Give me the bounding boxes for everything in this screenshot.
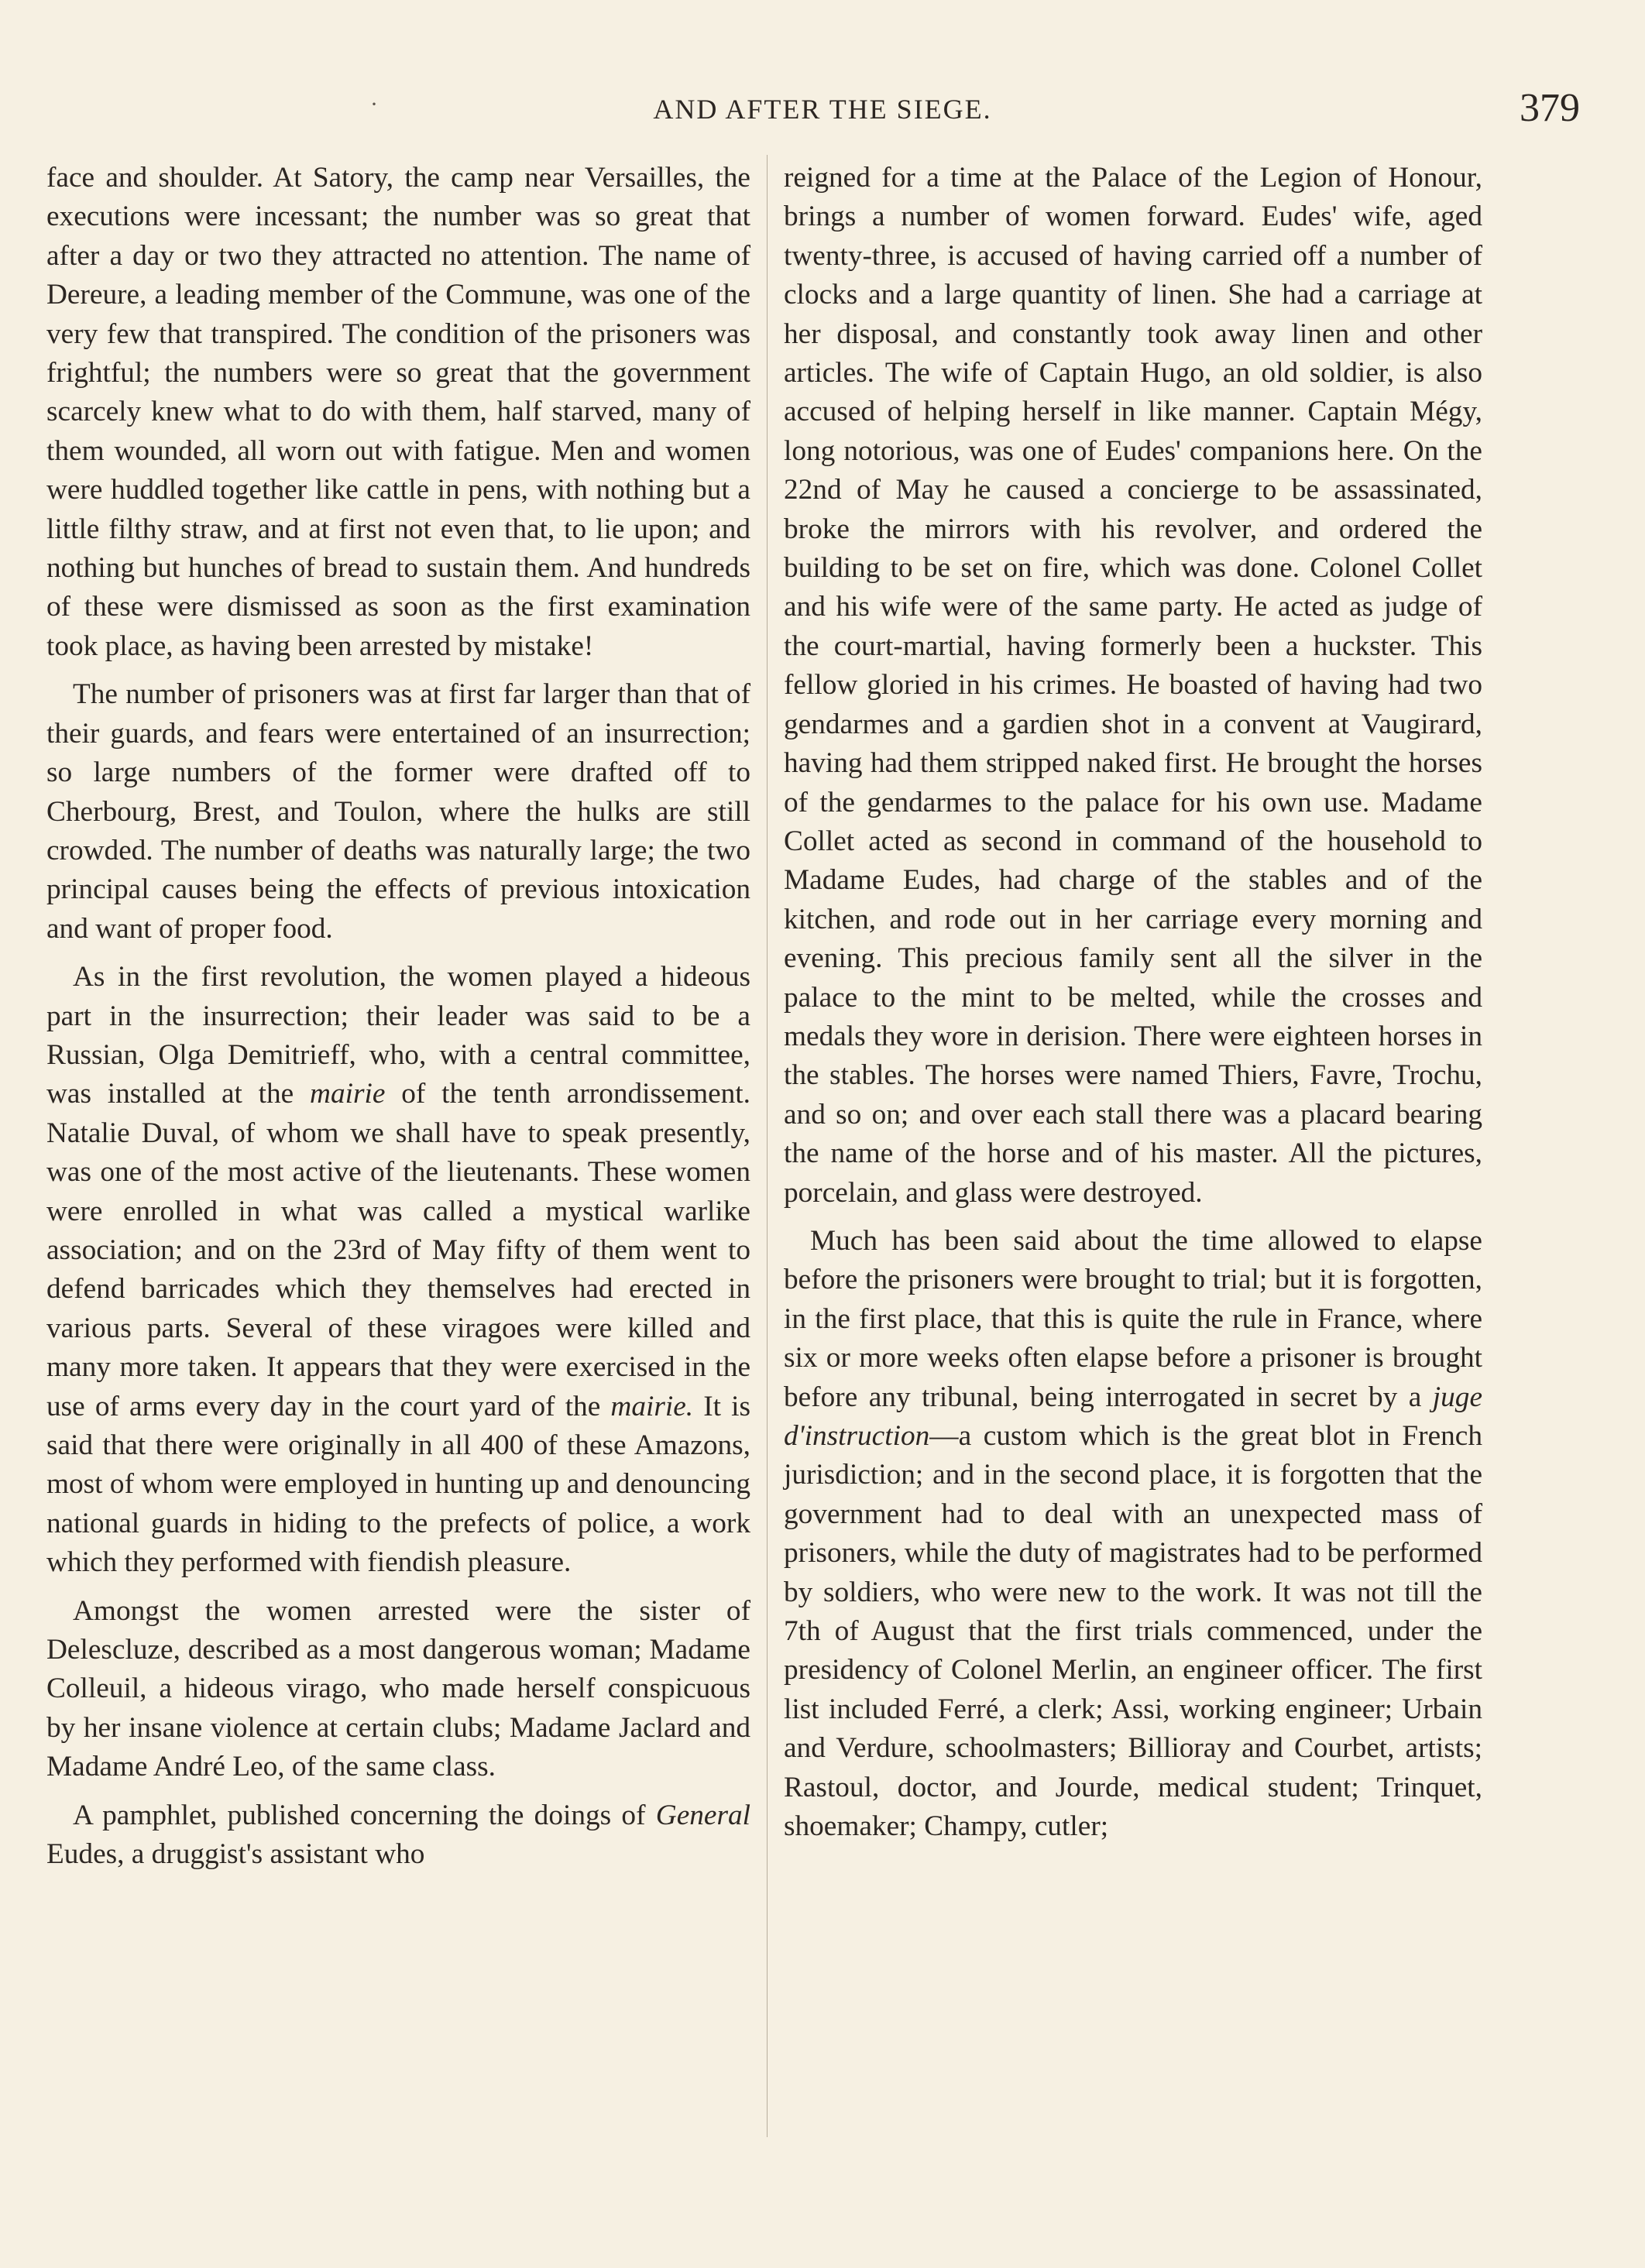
text-run: It is said that there were originally in all 400 of these Amazons, most of whom were employed in hunting up and denouncing national guards in hiding to the prefects of police, a work which they performed with fiendish pleasure. (46, 1390, 750, 1579)
text-run: A pamphlet, published concerning the doings of (73, 1799, 656, 1831)
italic-term: General (655, 1799, 750, 1831)
paragraph (46, 958, 750, 1583)
paragraph (46, 1796, 750, 1875)
italic-term: mairie. (610, 1390, 694, 1422)
left-column (46, 159, 750, 1874)
paragraph: face and shoulder. At Satory, the camp near Versailles, the executions were incessant; the number was so great that after a day or two they attracted no attention. The name of Dereure, a leading member of the Commune, was one of the very few that transpired. The condition of the prisoners was frightful; the numbers were so great that the government scarcely knew what to do with them, half starved, many of them wounded, all worn out with fatigue. Men and women were huddled together like cattle in pens, with nothing but a little filthy straw, and at first not even that, to lie upon; and nothing but hunches of bread to sustain them. And hundreds of these were dismissed as soon as the first examination took place, as having been arrested by mistake! (46, 162, 750, 662)
running-title: AND AFTER THE SIEGE. (653, 94, 992, 125)
page-number: 379 (1520, 86, 1580, 130)
text-run: As in the first revolution, the women played a hideous part in the insurrection; their leader was said to be a Russian, Olga Demitrieff, who, with a central committee, was installed at the (46, 961, 750, 1110)
right-column (784, 159, 1482, 1846)
text-run: Eudes, a druggist's assistant who (46, 1838, 425, 1871)
text-run: —a custom which is the great blot in French jurisdiction; and in the second place, it is forgotten that the government had to deal with an unexpected mass of prisoners, while the duty of magistrates had to be performed by soldiers, who were new to the work. It was not till the 7th of August that the first trials commenced, under the presidency of Colonel Merlin, an engineer officer. The first list included Ferré, a clerk; Assi, working engineer; Urbain and Verdure, schoolmasters; Billioray and Courbet, artists; Rastoul, doctor, and Jourde, medical student; Trinquet, shoemaker; Champy, cutler; (784, 1420, 1482, 1843)
italic-term: mairie (310, 1078, 386, 1110)
column-divider (767, 155, 768, 2137)
text-run: of the tenth arrondissement. Natalie Duval, of whom we shall have to speak presently, was one of the most active of the lieutenants. These women were enrolled in what was called a mystical warlike association; and on the 23rd of May fifty of them went to defend barricades which they themselves had erected in various parts. Several of these viragoes were killed and many more taken. It appears that they were exercised in the use of arms every day in the court yard of the (46, 1078, 750, 1422)
paragraph (784, 1222, 1482, 1847)
paragraph: reigned for a time at the Palace of the Legion of Honour, brings a number of women forward. Eudes' wife, aged twenty-three, is accused of having carried off a number of clocks and a large quantity of linen. She had a carriage at her disposal, and constantly took away linen and other articles. The wife of Captain Hugo, an old soldier, is also accused of helping herself in like manner. Captain Mégy, long notorious, was one of Eudes' companions here. On the 22nd of May he caused a concierge to be assassinated, broke the mirrors with his revolver, and ordered the building to be set on fire, which was done. Colonel Collet and his wife were of the same party. He acted as judge of the court-martial, having formerly been a huckster. This fellow gloried in his crimes. He boasted of having had two gendarmes and a gardien shot in a convent at Vaugirard, having had them stripped naked first. He brought the horses of the gendarmes to the palace for his own use. Madame Collet acted as second in command of the household to Madame Eudes, had charge of the stables and of the kitchen, and rode out in her carriage every morning and evening. This precious family sent all the silver in the palace to the mint to be melted, while the crosses and medals they wore in derision. There were eighteen horses in the stables. The horses were named Thiers, Favre, Trochu, and so on; and over each stall there was a placard bearing the name of the horse and of his master. All the pictures, porcelain, and glass were destroyed. (784, 162, 1482, 1209)
running-header (0, 85, 1645, 132)
italic-term: juge d'instruction (784, 1381, 1482, 1452)
header-dot: · (370, 91, 378, 117)
paragraph: The number of prisoners was at first far larger than that of their guards, and fears were entertained of an insurrection; so large numbers of the former were drafted off to Cherbourg, Brest, and Toulon, where the hulks are still crowded. The number of deaths was naturally large; the two principal causes being the effects of previous intoxication and want of proper food. (46, 678, 750, 945)
paragraph: Amongst the women arrested were the sister of Delescluze, described as a most dangerous woman; Madame Colleuil, a hideous virago, who made herself conspicuous by her insane violence at certain clubs; Madame Jaclard and Madame André Leo, of the same class. (46, 1594, 750, 1783)
text-run: Much has been said about the time allowed to elapse before the prisoners were brought to trial; but it is forgotten, in the first place, that this is quite the rule in France, where six or more weeks often elapse before a prisoner is brought before any tribunal, being interrogated in secret by a (784, 1224, 1482, 1413)
